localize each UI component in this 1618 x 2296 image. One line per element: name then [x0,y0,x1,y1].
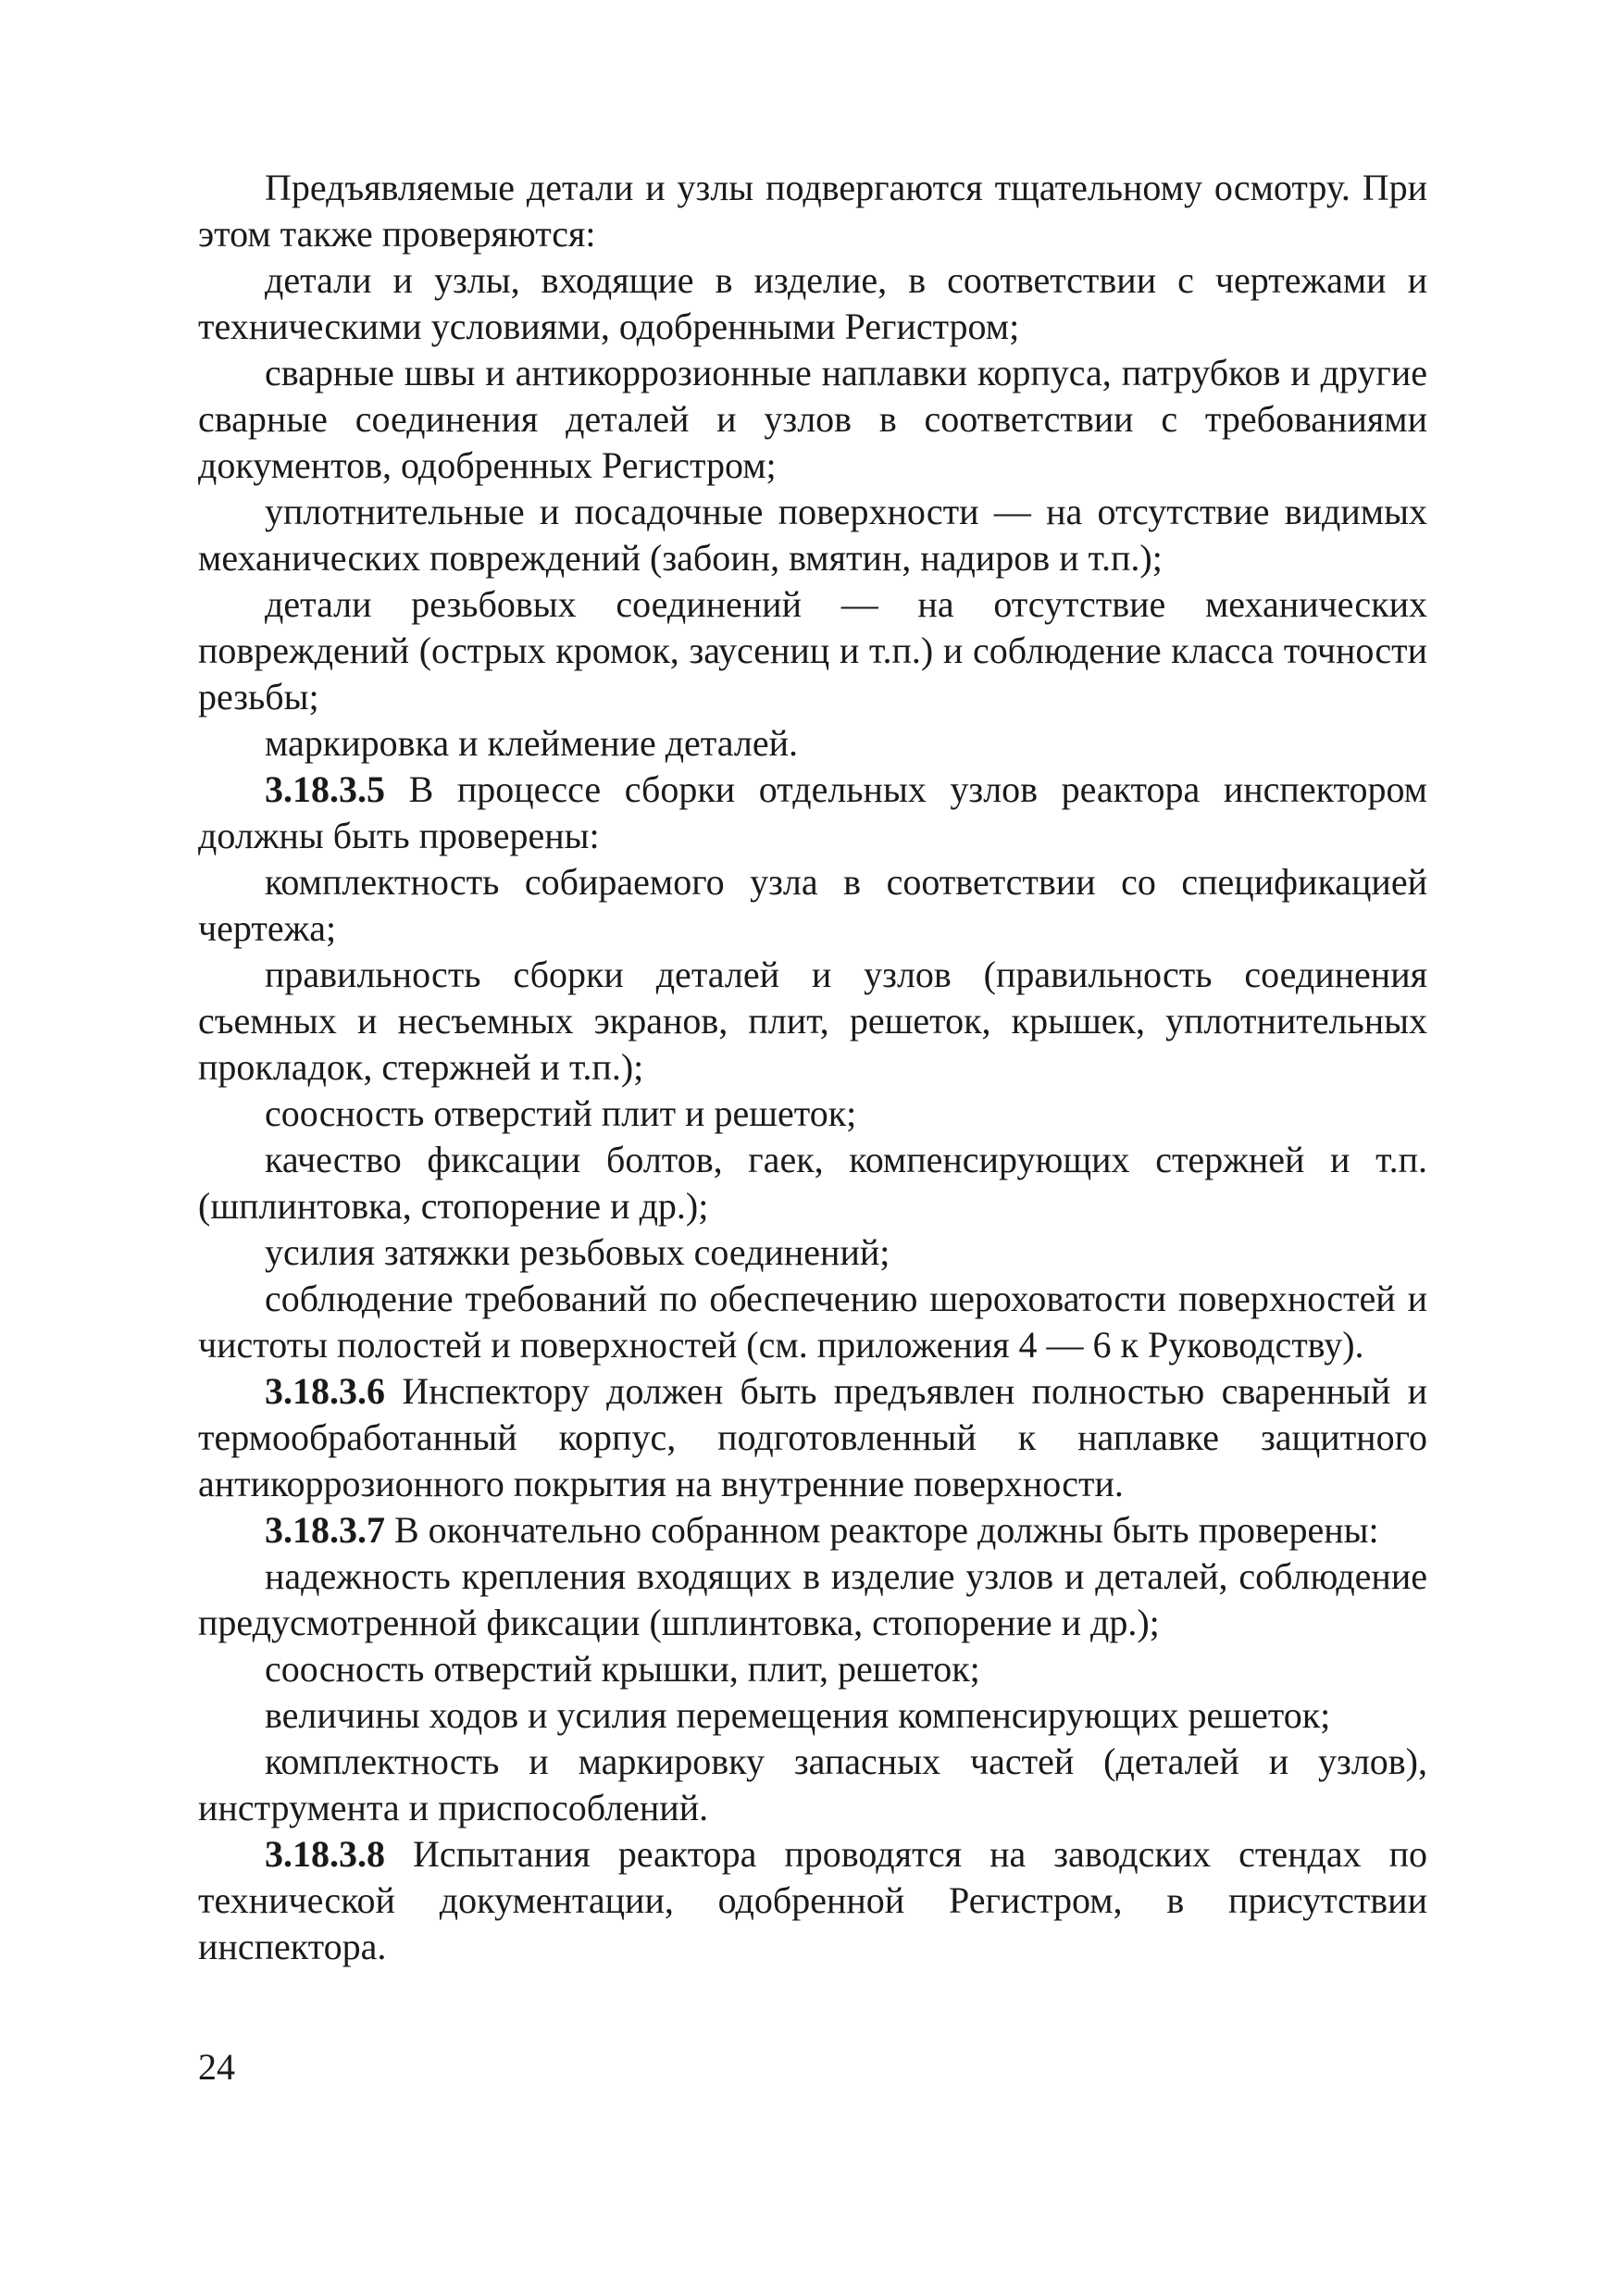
paragraph [198,1368,1427,1507]
paragraph-text: надежность крепления входящих в изделие узлов и деталей, соблюдение предусмотренной фиксации (шплинтовка, стопорение и др.); [198,1555,1427,1643]
paragraph [198,859,1427,952]
paragraph [198,1831,1427,1970]
clause-number: 3.18.3.6 [265,1370,385,1412]
paragraph [198,1091,1427,1137]
paragraph-text: соосность отверстий крышки, плит, решеток; [265,1648,980,1690]
paragraph [198,1554,1427,1646]
paragraph-text: маркировка и клеймение деталей. [265,722,798,764]
paragraph [198,1739,1427,1831]
paragraph [198,1646,1427,1692]
paragraph-text: В окончательно собранном реакторе должны быть проверены: [385,1509,1379,1551]
paragraph-text: Испытания реактора проводятся на заводских стендах по технической документации, одобренной Регистром, в присутствии инспектора. [198,1833,1427,1967]
paragraph-text: комплектность собираемого узла в соответствии со спецификацией чертежа; [198,861,1427,949]
paragraph-text: детали и узлы, входящие в изделие, в соответствии с чертежами и техническими условиями, одобренными Регистром; [198,259,1427,347]
paragraph-text: уплотнительные и посадочные поверхности — на отсутствие видимых механических повреждений (забоин, вмятин, надиров и т.п.); [198,491,1427,579]
paragraph [198,1137,1427,1229]
paragraph [198,767,1427,859]
paragraph-text: В процессе сборки отдельных узлов реактора инспектором должны быть проверены: [198,768,1427,856]
paragraph [198,1507,1427,1554]
paragraph [198,165,1427,257]
paragraph [198,720,1427,767]
paragraph [198,257,1427,350]
paragraph-text: усилия затяжки резьбовых соединений; [265,1231,890,1273]
paragraph-text: детали резьбовых соединений — на отсутствие механических повреждений (острых кромок, заусениц и т.п.) и соблюдение класса точности резьбы; [198,583,1427,718]
paragraph [198,952,1427,1091]
clause-number: 3.18.3.8 [265,1833,385,1875]
page-number: 24 [198,2046,235,2088]
paragraph-text: Предъявляемые детали и узлы подвергаются тщательному осмотру. При этом также проверяются: [198,167,1427,255]
paragraph [198,1692,1427,1739]
paragraph-text: качество фиксации болтов, гаек, компенсирующих стержней и т.п. (шплинтовка, стопорение и др.); [198,1139,1427,1227]
paragraph-text: соосность отверстий плит и решеток; [265,1092,857,1134]
paragraph-text: соблюдение требований по обеспечению шероховатости поверхностей и чистоты полостей и поверхностей (см. приложения 4 — 6 к Руководству). [198,1278,1427,1366]
paragraph [198,1229,1427,1276]
paragraph-text: величины ходов и усилия перемещения компенсирующих решеток; [265,1694,1331,1736]
paragraph-text: сварные швы и антикоррозионные наплавки корпуса, патрубков и другие сварные соединения деталей и узлов в соответствии с требованиями документов, одобренных Регистром; [198,352,1427,486]
paragraph-text: комплектность и маркировку запасных частей (деталей и узлов), инструмента и приспособлений. [198,1741,1427,1828]
paragraph [198,489,1427,581]
paragraph-text: Инспектору должен быть предъявлен полностью сваренный и термообработанный корпус, подготовленный к наплавке защитного антикоррозионного покрытия на внутренние поверхности. [198,1370,1427,1504]
paragraph-text: правильность сборки деталей и узлов (правильность соединения съемных и несъемных экранов, плит, решеток, крышек, уплотнительных прокладок, стержней и т.п.); [198,954,1427,1088]
clause-number: 3.18.3.5 [265,768,385,810]
paragraph [198,1276,1427,1368]
clause-number: 3.18.3.7 [265,1509,385,1551]
page-body [198,165,1427,1970]
paragraph [198,350,1427,489]
paragraph [198,581,1427,720]
